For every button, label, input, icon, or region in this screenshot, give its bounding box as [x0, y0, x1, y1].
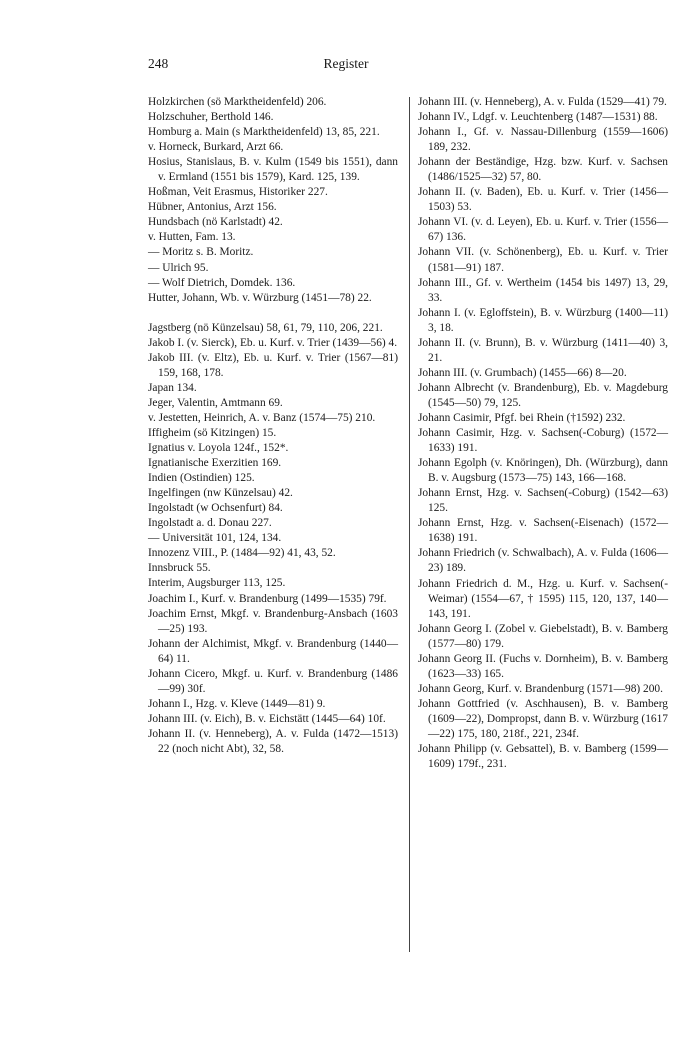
index-entry: Johann Albrecht (v. Brandenburg), Eb. v. Magdeburg (1545—50) 79, 125.	[418, 381, 668, 409]
index-entry: — Ulrich 95.	[148, 261, 209, 274]
index-entry: Johann der Beständige, Hzg. bzw. Kurf. v. Sachsen (1486/1525—32) 57, 80.	[418, 156, 668, 184]
index-entry: Johann IV., Ldgf. v. Leuchtenberg (1487—1531) 88.	[418, 111, 658, 124]
index-entry: Johann Friedrich d. M., Hzg. u. Kurf. v. Sachsen(-Weimar) (1554—67, † 1595) 115, 120, 137, 140—143, 191.	[418, 577, 668, 620]
index-entry: Johann III. (v. Henneberg), A. v. Fulda (1529—41) 79.	[418, 96, 667, 108]
index-entry: — Moritz s. B. Moritz.	[148, 246, 254, 259]
index-column-left	[148, 95, 398, 757]
index-entry: Johann Cicero, Mkgf. u. Kurf. v. Brandenburg (1486—99) 30f.	[148, 667, 398, 695]
index-entry: Johann III., Gf. v. Wertheim (1454 bis 1497) 13, 29, 33.	[418, 276, 668, 304]
page-title: Register	[323, 56, 369, 71]
index-entry: Johann Philipp (v. Gebsattel), B. v. Bamberg (1599—1609) 179f., 231.	[418, 743, 668, 771]
index-entry: Johann Ernst, Hzg. v. Sachsen(-Eisenach) (1572—1638) 191.	[418, 517, 668, 545]
index-entry: Innozenz VIII., P. (1484—92) 41, 43, 52.	[148, 547, 336, 560]
index-entry: Johann Friedrich (v. Schwalbach), A. v. Fulda (1606—23) 189.	[418, 547, 668, 575]
index-entry: Johann I., Gf. v. Nassau-Dillenburg (1559—1606) 189, 232.	[418, 126, 668, 154]
index-entry: Johann Georg I. (Zobel v. Giebelstadt), B. v. Bamberg (1577—80) 179.	[418, 622, 668, 650]
index-entry: Ingolstadt a. d. Donau 227.	[148, 517, 272, 530]
index-entry: Johann III. (v. Grumbach) (1455—66) 8—20.	[418, 366, 627, 379]
index-column-right	[418, 95, 668, 772]
index-entry: Hutter, Johann, Wb. v. Würzburg (1451—78) 22.	[148, 291, 372, 304]
index-entry: Jagstberg (nö Künzelsau) 58, 61, 79, 110, 206, 221.	[148, 321, 383, 334]
index-entry: Ingelfingen (nw Künzelsau) 42.	[148, 487, 293, 500]
index-entry: Holzschuher, Berthold 146.	[148, 111, 274, 124]
index-entry: Hosius, Stanislaus, B. v. Kulm (1549 bis 1551), dann v. Ermland (1551 bis 1579), Kard. 125, 139.	[148, 156, 398, 184]
index-entry: Jakob III. (v. Eltz), Eb. u. Kurf. v. Trier (1567—81) 159, 168, 178.	[148, 351, 398, 379]
index-entry: Johann der Alchimist, Mkgf. v. Brandenburg (1440—64) 11.	[148, 637, 398, 665]
index-entry: Ingolstadt (w Ochsenfurt) 84.	[148, 502, 283, 515]
index-entry: Johann Egolph (v. Knöringen), Dh. (Würzburg), dann B. v. Augsburg (1573—75) 143, 166—168.	[418, 457, 668, 485]
index-entry: Johann Casimir, Hzg. v. Sachsen(-Coburg) (1572—1633) 191.	[418, 427, 668, 455]
index-entry: Johann III. (v. Eich), B. v. Eichstätt (1445—64) 10f.	[148, 712, 386, 725]
index-entry: Johann II. (v. Baden), Eb. u. Kurf. v. Trier (1456—1503) 53.	[418, 186, 668, 214]
index-entry: Johann VII. (v. Schönenberg), Eb. u. Kurf. v. Trier (1581—91) 187.	[418, 246, 668, 274]
index-entry: Indien (Ostindien) 125.	[148, 472, 255, 485]
index-entry: Johann Georg, Kurf. v. Brandenburg (1571—98) 200.	[418, 682, 663, 695]
index-entry: — Universität 101, 124, 134.	[148, 532, 282, 545]
index-entry: Iffigheim (sö Kitzingen) 15.	[148, 426, 277, 439]
index-entry: Japan 134.	[148, 381, 197, 394]
index-entry: v. Jestetten, Heinrich, A. v. Banz (1574—75) 210.	[148, 411, 376, 424]
index-entry: Johann VI. (v. d. Leyen), Eb. u. Kurf. v. Trier (1556—67) 136.	[418, 216, 668, 244]
index-entry: — Wolf Dietrich, Domdek. 136.	[148, 276, 296, 289]
index-entry: Johann II. (v. Henneberg), A. v. Fulda (1472—1513) 22 (noch nicht Abt), 32, 58.	[148, 727, 398, 755]
index-entry: Joachim I., Kurf. v. Brandenburg (1499—1535) 79f.	[148, 592, 387, 605]
index-entry: Jakob I. (v. Sierck), Eb. u. Kurf. v. Trier (1439—56) 4.	[148, 336, 398, 349]
index-entry: Johann Georg II. (Fuchs v. Dornheim), B. v. Bamberg (1623—33) 165.	[418, 652, 668, 680]
column-divider	[409, 97, 410, 952]
page-number: 248	[148, 56, 169, 71]
index-entry: v. Horneck, Burkard, Arzt 66.	[148, 141, 284, 154]
section-gap	[148, 306, 398, 321]
index-entry: Innsbruck 55.	[148, 562, 211, 575]
index-entry: v. Hutten, Fam. 13.	[148, 231, 236, 244]
index-entry: Joachim Ernst, Mkgf. v. Brandenburg-Ansbach (1603—25) 193.	[148, 607, 398, 635]
index-entry: Johann Casimir, Pfgf. bei Rhein (†1592) 232.	[418, 411, 626, 424]
index-entry: Ignatianische Exerzitien 169.	[148, 457, 282, 470]
index-entry: Ignatius v. Loyola 124f., 152*.	[148, 442, 289, 455]
index-entry: Jeger, Valentin, Amtmann 69.	[148, 396, 283, 409]
index-entry: Hundsbach (nö Karlstadt) 42.	[148, 216, 283, 229]
index-entry: Johann II. (v. Brunn), B. v. Würzburg (1411—40) 3, 21.	[418, 336, 668, 364]
index-entry: Homburg a. Main (s Marktheidenfeld) 13, 85, 221.	[148, 126, 380, 139]
index-entry: Hoßman, Veit Erasmus, Historiker 227.	[148, 186, 328, 199]
index-entry: Johann Ernst, Hzg. v. Sachsen(-Coburg) (1542—63) 125.	[418, 487, 668, 515]
index-entry: Johann I., Hzg. v. Kleve (1449—81) 9.	[148, 697, 326, 710]
index-entry: Holzkirchen (sö Marktheidenfeld) 206.	[148, 96, 327, 108]
index-entry: Johann I. (v. Egloffstein), B. v. Würzburg (1400—11) 3, 18.	[418, 306, 668, 334]
index-entry: Interim, Augsburger 113, 125.	[148, 577, 286, 590]
index-entry: Johann Gottfried (v. Aschhausen), B. v. Bamberg (1609—22), Dompropst, dann B. v. Würzburg (1617—22) 175, 180, 218f., 221, 234f.	[418, 697, 668, 740]
page-header	[148, 56, 544, 76]
index-entry: Hübner, Antonius, Arzt 156.	[148, 201, 277, 214]
